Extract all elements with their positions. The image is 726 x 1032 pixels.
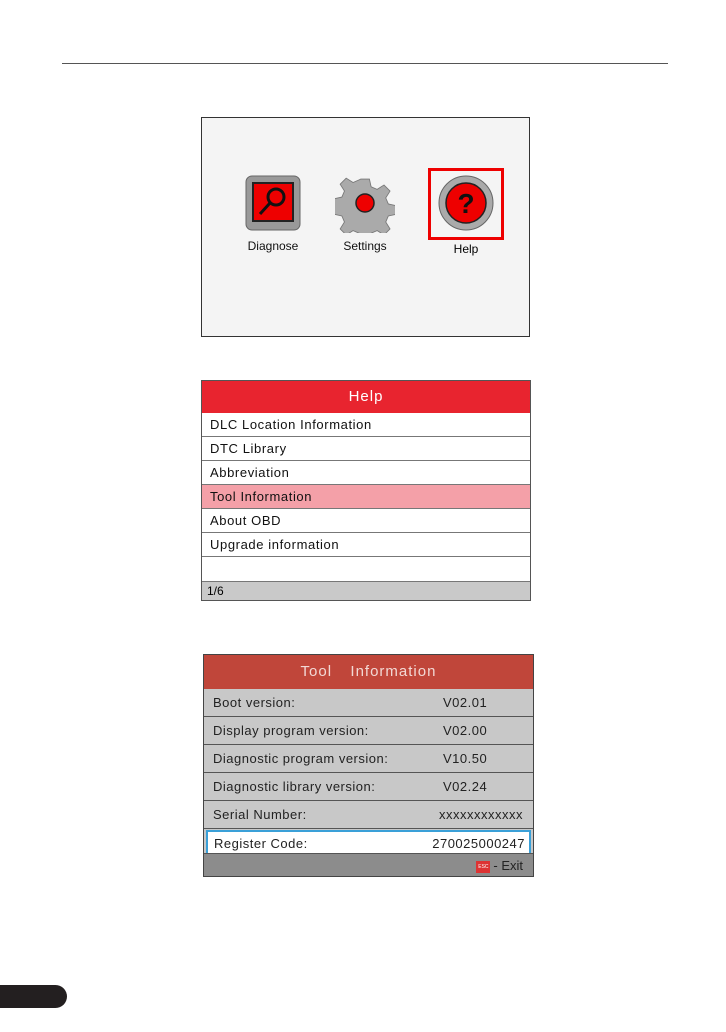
info-value: V10.50 [443, 751, 488, 766]
exit-label: - Exit [493, 858, 523, 873]
menu-item-tool-information[interactable]: Tool Information [202, 485, 530, 509]
menu-item-about-obd[interactable]: About OBD [202, 509, 530, 533]
gear-icon [335, 173, 395, 233]
page-tab-marker [0, 985, 67, 1008]
page-indicator: 1/6 [202, 581, 530, 600]
esc-key-icon: ESC [476, 861, 490, 873]
info-row-diag-library-version [204, 773, 533, 801]
info-value: V02.24 [443, 779, 488, 794]
help-button[interactable] [428, 168, 504, 240]
help-menu-screen [201, 380, 531, 601]
diagnose-button[interactable] [238, 173, 308, 253]
question-icon [436, 173, 496, 233]
info-label: Serial Number: [213, 807, 307, 822]
info-row-diag-program-version [204, 745, 533, 773]
info-label: Boot version: [213, 695, 296, 710]
app-label: Settings [343, 239, 387, 253]
info-value: 270025000247 [432, 835, 525, 851]
info-row-boot-version [204, 689, 533, 717]
magnifier-icon [243, 173, 303, 233]
app-label: Help [453, 242, 479, 256]
tool-info-title: Tool Information [204, 655, 533, 689]
tool-information-screen [203, 654, 534, 877]
info-row-display-version [204, 717, 533, 745]
help-title: Help [202, 381, 530, 413]
info-label: Register Code: [214, 835, 308, 851]
svg-text:?: ? [457, 188, 475, 219]
info-label: Display program version: [213, 723, 369, 738]
exit-button[interactable] [204, 853, 533, 876]
info-label: Diagnostic library version: [213, 779, 376, 794]
info-value: V02.00 [443, 723, 488, 738]
info-value: V02.01 [443, 695, 488, 710]
app-label: Diagnose [247, 239, 299, 253]
header-rule [62, 63, 668, 64]
menu-item-abbreviation[interactable]: Abbreviation [202, 461, 530, 485]
menu-item-dtc-library[interactable]: DTC Library [202, 437, 530, 461]
info-value: xxxxxxxxxxxx [439, 807, 523, 822]
menu-item-upgrade-information[interactable]: Upgrade information [202, 533, 530, 557]
main-menu-screen [201, 117, 530, 337]
menu-item-dlc-location[interactable]: DLC Location Information [202, 413, 530, 437]
info-row-serial-number [204, 801, 533, 829]
info-label: Diagnostic program version: [213, 751, 389, 766]
settings-button[interactable] [330, 173, 400, 253]
